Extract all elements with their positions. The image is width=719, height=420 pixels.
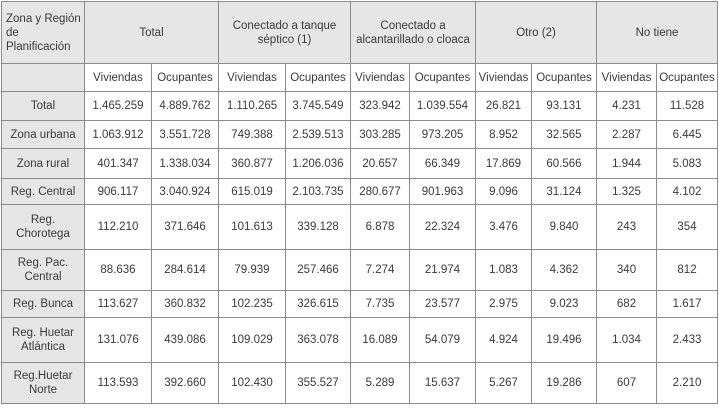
table-cell: 243 bbox=[597, 205, 657, 250]
table-cell: 9.096 bbox=[476, 179, 532, 205]
sub-header-ocupantes: Ocupantes bbox=[286, 64, 351, 92]
table-cell: 66.349 bbox=[410, 149, 476, 179]
table-cell: 1.039.554 bbox=[410, 92, 476, 121]
table-cell: 88.636 bbox=[85, 250, 152, 291]
table-cell: 360.877 bbox=[219, 149, 286, 179]
table-cell: 360.832 bbox=[152, 291, 219, 318]
sub-header-viviendas: Viviendas bbox=[85, 64, 152, 92]
sub-header-viviendas: Viviendas bbox=[597, 64, 657, 92]
table-cell: 79.939 bbox=[219, 250, 286, 291]
table-cell: 1.063.912 bbox=[85, 121, 152, 149]
row-label: Reg. Chorotega bbox=[2, 205, 85, 250]
table-cell: 3.040.924 bbox=[152, 179, 219, 205]
header-row-sub bbox=[2, 64, 718, 92]
table-cell: 607 bbox=[597, 363, 657, 404]
table-cell: 323.942 bbox=[351, 92, 410, 121]
table-cell: 7.735 bbox=[351, 291, 410, 318]
data-table-container bbox=[1, 1, 718, 404]
table-cell: 6.878 bbox=[351, 205, 410, 250]
table-cell: 131.076 bbox=[85, 318, 152, 363]
sub-header-viviendas: Viviendas bbox=[351, 64, 410, 92]
table-cell: 7.274 bbox=[351, 250, 410, 291]
row-label: Reg. Central bbox=[2, 179, 85, 205]
table-cell: 102.430 bbox=[219, 363, 286, 404]
table-cell: 9.023 bbox=[532, 291, 597, 318]
header-row-groups bbox=[2, 2, 718, 64]
table-cell: 401.347 bbox=[85, 149, 152, 179]
table-cell: 4.889.762 bbox=[152, 92, 219, 121]
table-cell: 392.660 bbox=[152, 363, 219, 404]
table-cell: 615.019 bbox=[219, 179, 286, 205]
table-row bbox=[2, 179, 718, 205]
group-header-septic: Conectado a tanque séptico (1) bbox=[219, 2, 351, 64]
table-cell: 749.388 bbox=[219, 121, 286, 149]
table-row bbox=[2, 250, 718, 291]
table-cell: 93.131 bbox=[532, 92, 597, 121]
table-cell: 682 bbox=[597, 291, 657, 318]
table-cell: 2.210 bbox=[657, 363, 718, 404]
table-cell: 339.128 bbox=[286, 205, 351, 250]
table-cell: 3.551.728 bbox=[152, 121, 219, 149]
table-cell: 26.821 bbox=[476, 92, 532, 121]
table-cell: 2.539.513 bbox=[286, 121, 351, 149]
table-cell: 2.975 bbox=[476, 291, 532, 318]
table-cell: 16.089 bbox=[351, 318, 410, 363]
table-cell: 371.646 bbox=[152, 205, 219, 250]
table-cell: 1.338.034 bbox=[152, 149, 219, 179]
table-cell: 5.289 bbox=[351, 363, 410, 404]
sub-header-viviendas: Viviendas bbox=[476, 64, 532, 92]
table-cell: 8.952 bbox=[476, 121, 532, 149]
sub-header-ocupantes: Ocupantes bbox=[410, 64, 476, 92]
table-cell: 1.465.259 bbox=[85, 92, 152, 121]
row-label: Reg.Huetar Norte bbox=[2, 363, 85, 404]
table-cell: 2.103.735 bbox=[286, 179, 351, 205]
row-label: Total bbox=[2, 92, 85, 121]
group-header-none: No tiene bbox=[597, 2, 718, 64]
table-cell: 1.083 bbox=[476, 250, 532, 291]
table-cell: 22.324 bbox=[410, 205, 476, 250]
table-cell: 973.205 bbox=[410, 121, 476, 149]
table-cell: 3.476 bbox=[476, 205, 532, 250]
table-cell: 2.287 bbox=[597, 121, 657, 149]
table-cell: 354 bbox=[657, 205, 718, 250]
table-cell: 439.086 bbox=[152, 318, 219, 363]
row-label: Zona rural bbox=[2, 149, 85, 179]
table-cell: 340 bbox=[597, 250, 657, 291]
sub-header-ocupantes: Ocupantes bbox=[657, 64, 718, 92]
table-cell: 32.565 bbox=[532, 121, 597, 149]
table-cell: 11.528 bbox=[657, 92, 718, 121]
corner-blank bbox=[2, 64, 85, 92]
table-cell: 284.614 bbox=[152, 250, 219, 291]
table-cell: 3.745.549 bbox=[286, 92, 351, 121]
table-cell: 20.657 bbox=[351, 149, 410, 179]
table-row bbox=[2, 149, 718, 179]
table-cell: 1.617 bbox=[657, 291, 718, 318]
table-cell: 113.593 bbox=[85, 363, 152, 404]
row-label: Reg. Huetar Atlántica bbox=[2, 318, 85, 363]
table-row bbox=[2, 121, 718, 149]
table-cell: 5.267 bbox=[476, 363, 532, 404]
table-cell: 906.117 bbox=[85, 179, 152, 205]
table-cell: 1.206.036 bbox=[286, 149, 351, 179]
table-row bbox=[2, 291, 718, 318]
sub-header-ocupantes: Ocupantes bbox=[152, 64, 219, 92]
table-cell: 4.102 bbox=[657, 179, 718, 205]
table-cell: 901.963 bbox=[410, 179, 476, 205]
table-cell: 257.466 bbox=[286, 250, 351, 291]
table-cell: 812 bbox=[657, 250, 718, 291]
table-cell: 102.235 bbox=[219, 291, 286, 318]
group-header-total: Total bbox=[85, 2, 219, 64]
table-cell: 9.840 bbox=[532, 205, 597, 250]
group-header-other: Otro (2) bbox=[476, 2, 597, 64]
table-cell: 1.325 bbox=[597, 179, 657, 205]
table-cell: 101.613 bbox=[219, 205, 286, 250]
table-cell: 1.110.265 bbox=[219, 92, 286, 121]
row-label: Zona urbana bbox=[2, 121, 85, 149]
table-cell: 363.078 bbox=[286, 318, 351, 363]
row-label: Reg. Pac. Central bbox=[2, 250, 85, 291]
table-cell: 280.677 bbox=[351, 179, 410, 205]
group-header-sewer: Conectado a alcantarillado o cloaca bbox=[351, 2, 476, 64]
row-label: Reg. Bunca bbox=[2, 291, 85, 318]
table-cell: 19.496 bbox=[532, 318, 597, 363]
table-cell: 23.577 bbox=[410, 291, 476, 318]
table-cell: 4.362 bbox=[532, 250, 597, 291]
table-row bbox=[2, 205, 718, 250]
table-cell: 17.869 bbox=[476, 149, 532, 179]
sub-header-viviendas: Viviendas bbox=[219, 64, 286, 92]
table-cell: 113.627 bbox=[85, 291, 152, 318]
table-cell: 303.285 bbox=[351, 121, 410, 149]
table-cell: 31.124 bbox=[532, 179, 597, 205]
table-cell: 109.029 bbox=[219, 318, 286, 363]
corner-header: Zona y Región de Planificación bbox=[2, 2, 85, 64]
table-cell: 5.083 bbox=[657, 149, 718, 179]
table-row bbox=[2, 92, 718, 121]
table-cell: 15.637 bbox=[410, 363, 476, 404]
table-cell: 19.286 bbox=[532, 363, 597, 404]
table-cell: 21.974 bbox=[410, 250, 476, 291]
table-cell: 112.210 bbox=[85, 205, 152, 250]
table-cell: 6.445 bbox=[657, 121, 718, 149]
table-cell: 60.566 bbox=[532, 149, 597, 179]
table-cell: 4.231 bbox=[597, 92, 657, 121]
table-cell: 1.944 bbox=[597, 149, 657, 179]
table-cell: 54.079 bbox=[410, 318, 476, 363]
table-cell: 4.924 bbox=[476, 318, 532, 363]
table-row bbox=[2, 363, 718, 404]
table-cell: 355.527 bbox=[286, 363, 351, 404]
table-cell: 2.433 bbox=[657, 318, 718, 363]
table-cell: 326.615 bbox=[286, 291, 351, 318]
table-cell: 1.034 bbox=[597, 318, 657, 363]
sub-header-ocupantes: Ocupantes bbox=[532, 64, 597, 92]
table-row bbox=[2, 318, 718, 363]
housing-sanitation-table bbox=[1, 1, 718, 404]
